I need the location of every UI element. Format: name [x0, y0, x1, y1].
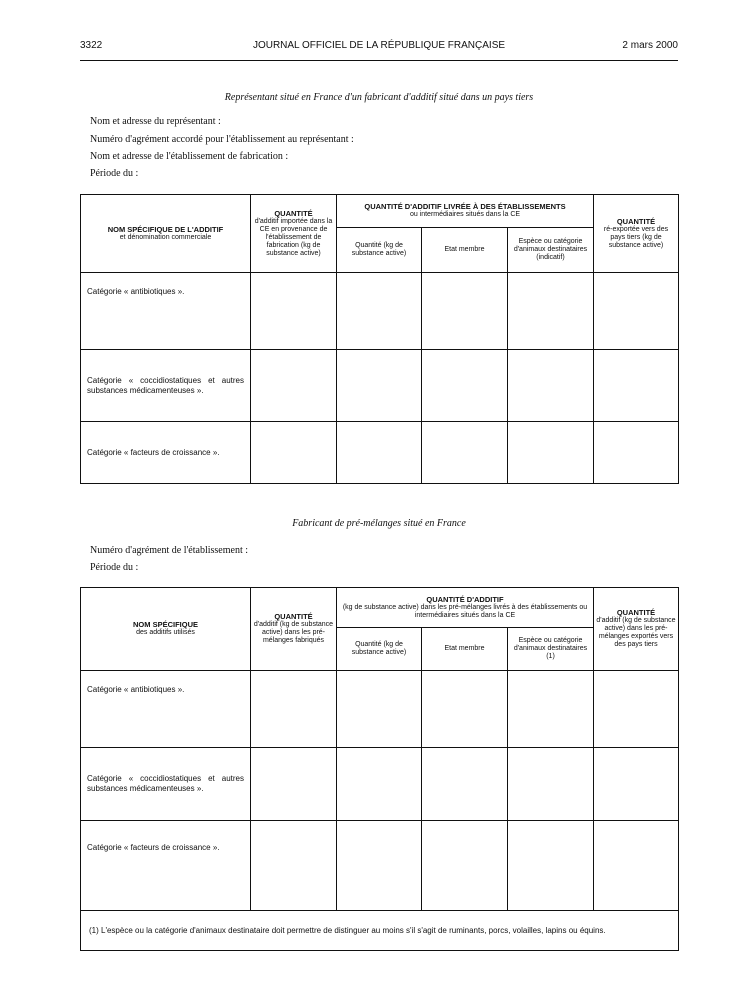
entry-cell[interactable] — [594, 273, 679, 350]
entry-cell[interactable] — [508, 748, 594, 821]
entry-cell[interactable] — [594, 350, 679, 422]
table-row — [81, 671, 679, 748]
subcol-species: Espèce ou catégorie d'animaux destinataires (indicatif) — [508, 228, 594, 273]
table-row — [81, 273, 679, 350]
col-header-exported-qty: QUANTITÉ d'additif (kg de substance active) dans les pré-mélanges exportés vers des pays tiers — [594, 588, 679, 671]
entry-cell[interactable] — [337, 748, 422, 821]
entry-cell[interactable] — [508, 821, 594, 911]
entry-cell[interactable] — [337, 821, 422, 911]
section1-field-representative: Nom et adresse du représentant : — [90, 116, 221, 127]
row-label-growth-factors: Catégorie « facteurs de croissance ». — [81, 422, 251, 484]
entry-cell[interactable] — [508, 422, 594, 484]
section2-field-agreement: Numéro d'agrément de l'établissement : — [90, 545, 248, 556]
footnote: (1) L'espèce ou la catégorie d'animaux destinataire doit permettre de distinguer au moins s'il s'agit de ruminants, porcs, volailles, lapins ou équins. — [81, 911, 679, 951]
table-row — [81, 350, 679, 422]
table-row — [81, 748, 679, 821]
header-rule — [80, 60, 678, 61]
entry-cell[interactable] — [251, 821, 337, 911]
journal-title: JOURNAL OFFICIEL DE LA RÉPUBLIQUE FRANÇAISE — [252, 40, 506, 51]
entry-cell[interactable] — [508, 273, 594, 350]
entry-cell[interactable] — [337, 422, 422, 484]
row-label-coccidiostatics: Catégorie « coccidiostatiques et autres substances médicamenteuses ». — [81, 350, 251, 422]
section1-table — [80, 194, 679, 484]
entry-cell[interactable] — [594, 821, 679, 911]
section1-field-establishment: Nom et adresse de l'établissement de fabrication : — [90, 151, 289, 162]
entry-cell[interactable] — [422, 748, 508, 821]
entry-cell[interactable] — [422, 821, 508, 911]
table-row — [81, 821, 679, 911]
entry-cell[interactable] — [251, 422, 337, 484]
section2-table — [80, 587, 679, 951]
section2-field-period: Période du : — [90, 562, 139, 573]
subcol-member-state: Etat membre — [422, 628, 508, 671]
section1-title: Représentant situé en France d'un fabricant d'additif situé dans un pays tiers — [224, 92, 534, 103]
col-group-delivered: QUANTITÉ D'ADDITIF (kg de substance active) dans les pré-mélanges livrés à des établissements ou intermédiaires situés dans la CE — [337, 588, 594, 628]
section2-title: Fabricant de pré-mélanges situé en France — [292, 518, 466, 529]
entry-cell[interactable] — [422, 422, 508, 484]
publication-date: 2 mars 2000 — [622, 40, 678, 51]
entry-cell[interactable] — [251, 748, 337, 821]
col-header-manufactured-qty: QUANTITÉ d'additif (kg de substance active) dans les pré-mélanges fabriqués — [251, 588, 337, 671]
entry-cell[interactable] — [422, 671, 508, 748]
entry-cell[interactable] — [251, 671, 337, 748]
subcol-species: Espèce ou catégorie d'animaux destinataires (1) — [508, 628, 594, 671]
col-header-imported-qty: QUANTITÉ d'additif importée dans la CE en provenance de l'établissement de fabrication (kg de substance active) — [251, 195, 337, 273]
entry-cell[interactable] — [508, 350, 594, 422]
entry-cell[interactable] — [422, 350, 508, 422]
col-header-name: NOM SPÉCIFIQUE DE L'ADDITIF et dénomination commerciale — [81, 195, 251, 273]
entry-cell[interactable] — [508, 671, 594, 748]
section1-field-period: Période du : — [90, 168, 139, 179]
entry-cell[interactable] — [594, 748, 679, 821]
page-number: 3322 — [80, 40, 103, 51]
section1-field-agreement: Numéro d'agrément accordé pour l'établissement au représentant : — [90, 134, 354, 145]
entry-cell[interactable] — [251, 350, 337, 422]
entry-cell[interactable] — [422, 273, 508, 350]
table-row — [81, 422, 679, 484]
row-label-antibiotics: Catégorie « antibiotiques ». — [81, 273, 251, 350]
entry-cell[interactable] — [594, 422, 679, 484]
col-group-delivered: QUANTITÉ D'ADDITIF LIVRÉE À DES ÉTABLISSEMENTS ou intermédiaires situés dans la CE — [337, 195, 594, 228]
entry-cell[interactable] — [337, 273, 422, 350]
entry-cell[interactable] — [251, 273, 337, 350]
entry-cell[interactable] — [337, 350, 422, 422]
subcol-quantity: Quantité (kg de substance active) — [337, 228, 422, 273]
row-label-antibiotics: Catégorie « antibiotiques ». — [81, 671, 251, 748]
col-header-name: NOM SPÉCIFIQUE des additifs utilisés — [81, 588, 251, 671]
subcol-quantity: Quantité (kg de substance active) — [337, 628, 422, 671]
entry-cell[interactable] — [594, 671, 679, 748]
row-label-growth-factors: Catégorie « facteurs de croissance ». — [81, 821, 251, 911]
row-label-coccidiostatics: Catégorie « coccidiostatiques et autres substances médicamenteuses ». — [81, 748, 251, 821]
subcol-member-state: Etat membre — [422, 228, 508, 273]
page-header — [80, 40, 678, 56]
entry-cell[interactable] — [337, 671, 422, 748]
col-header-reexported-qty: QUANTITÉ ré-exportée vers des pays tiers (kg de substance active) — [594, 195, 679, 273]
